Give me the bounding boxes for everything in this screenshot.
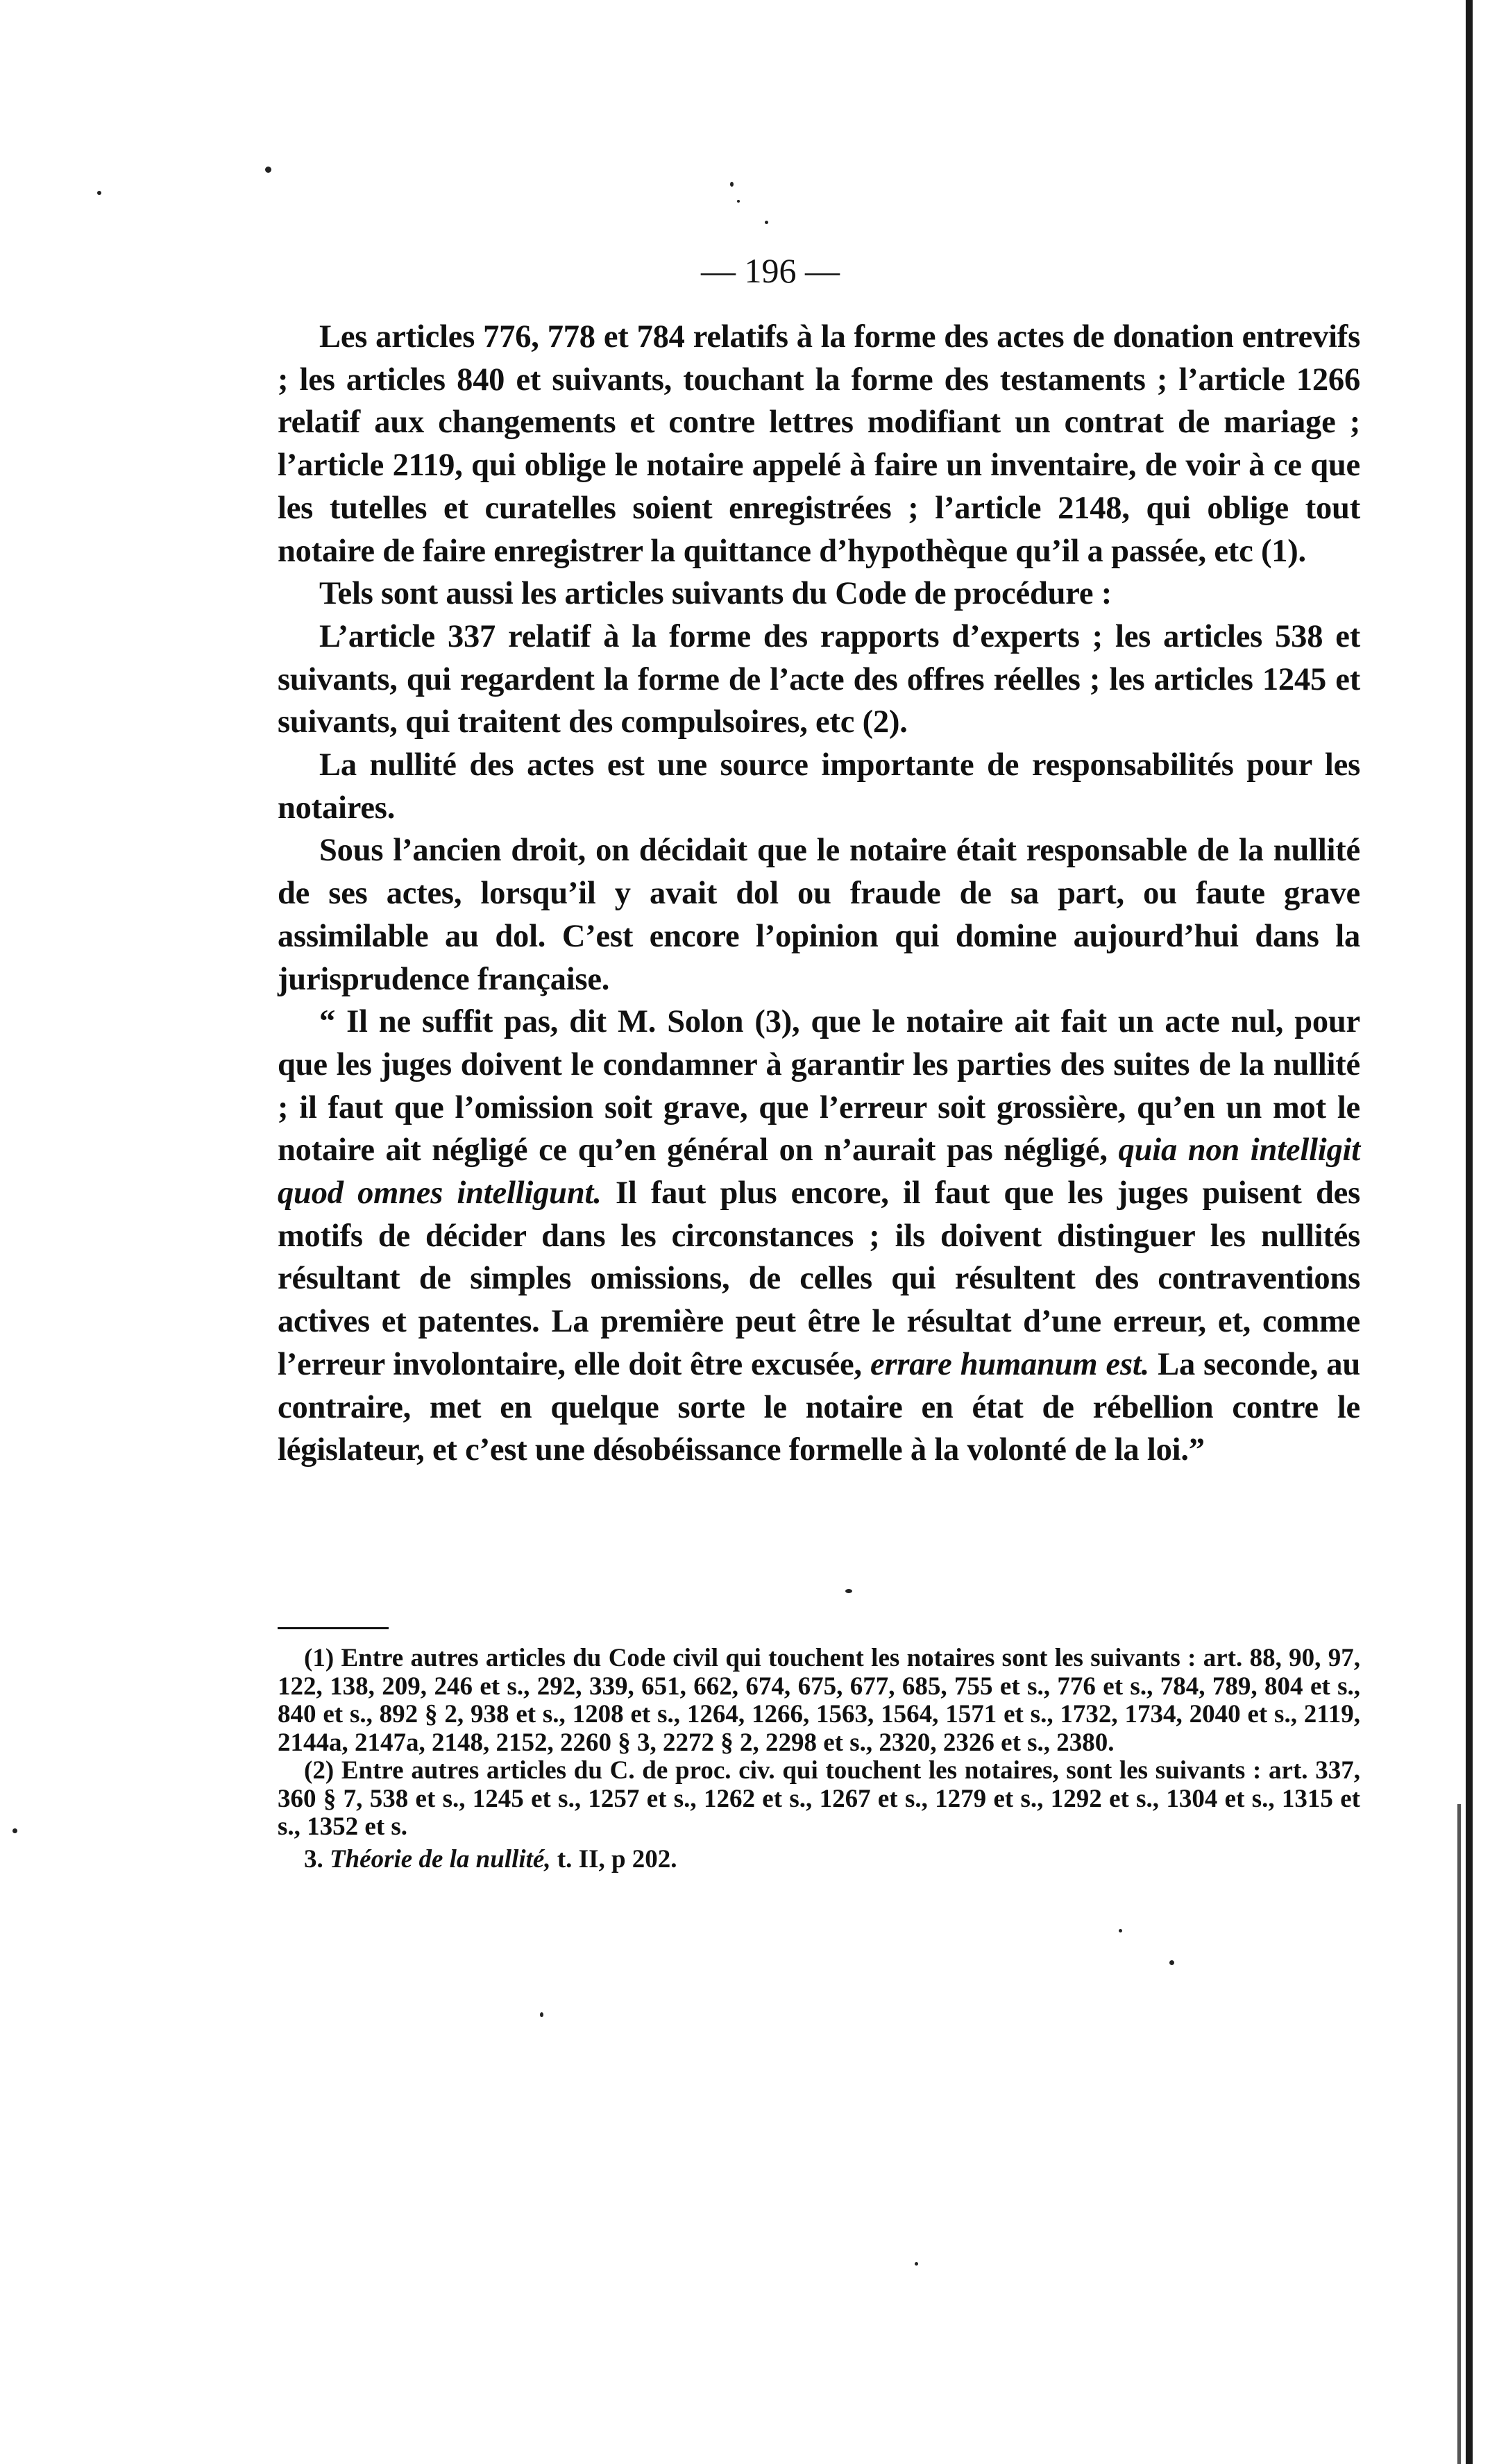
scan-speck [97,191,101,195]
footnote-3-number: 3. [304,1844,323,1874]
footnote-2: (2) Entre autres articles du C. de proc. civ. qui touchent les notaires, sont les suivants : art. 337, 360 § 7, 538 et s., 1245 et s., 1257 et s., 1262 et s., 1267 et s., 1279 et s., 1292 et s., 1304 et s., 1315 et s., 1352 et s. [278,1756,1360,1841]
scan-speck [1119,1929,1122,1932]
scan-speck [265,167,271,173]
page-number: — 196 — [701,251,840,290]
quote-part-3: La seconde, au contraire, met en quelque sorte le notaire en état de rébellion contre le législateur, et c’est une désobéissance formelle à la volonté de la loi.” [278,1346,1360,1468]
main-text [278,316,1360,1472]
quote-part-1: “ Il ne suffit pas, dit M. Solon (3), que le notaire ait fait un acte nul, pour que les juges doivent le condamner à garantir les parties des suites de la nullité ; il faut que l’omission soit grave, que l’erreur soit grossière, qu’en un mot le notaire ait négligé ce qu’en général on n’aurait pas négligé, [278,1004,1360,1169]
scan-speck [765,221,768,224]
footnote-3-title: Théorie de la nullité, [330,1844,551,1874]
paragraph-procedure-intro: Tels sont aussi les articles suivants du Code de procédure : [319,576,1112,612]
scan-speck [737,200,740,203]
footnotes [278,1645,1360,1874]
binding-edge [1466,0,1473,2464]
latin-phrase-2: errare humanum est. [870,1346,1149,1382]
scan-speck [845,1589,852,1593]
scan-speck [540,2012,543,2017]
footnote-1: (1) Entre autres articles du Code civil qui touchent les notaires sont les suivants : art. 88, 90, 97, 122, 138, 209, 246 et s., 292, 339, 651, 662, 674, 675, 677, 685, 755 et s., 776 et s., 784, 789, 804 et s., 840 et s., 892 § 2, 938 et s., 1208 et s., 1264, 1266, 1563, 1564, 1571 et s., 1732, 1734, 2040 et s., 2119, 2144a, 2147a, 2148, 2152, 2260 § 3, 2272 § 2, 2298 et s., 2320, 2326 et s., 2380. [278,1644,1360,1757]
binding-edge-shadow [1457,1804,1461,2464]
footnote-divider [278,1627,389,1629]
scan-speck [12,1828,17,1833]
paragraph-civil-code-articles: Les articles 776, 778 et 784 relatifs à la forme des actes de donation entrevifs ; les articles 840 et suivants, touchant la forme des testaments ; l’article 1266 relatif aux changements et contre lettres modifiant un contrat de mariage ; l’article 2119, qui oblige le notaire appelé à faire un inventaire, de voir à ce que les tutelles et curatelles soient enregistrées ; l’article 2148, qui oblige tout notaire de faire enregistrer la quittance d’hypothèque qu’il a passée, etc (1). [278,319,1360,569]
footnote-3 [278,1846,1360,1874]
paragraph-nullity: La nullité des actes est une source importante de responsabilités pour les notaires. [278,747,1360,826]
quote-part-2: Il faut plus encore, il faut que les juges puisent des motifs de décider dans les circonstances ; ils doivent distinguer les nullités résultant de simples omissions, de celles qui résultent des contraventions actives et patentes. La première peut être le résultat d’une erreur, et, comme l’erreur involontaire, elle doit être excusée, [278,1175,1360,1382]
paragraph-solon-quote [278,1001,1360,1472]
scan-speck [915,2262,918,2266]
scan-speck [730,182,734,187]
paragraph-ancien-droit: Sous l’ancien droit, on décidait que le notaire était responsable de la nullité de ses actes, lorsqu’il y avait dol ou fraude de sa part, ou faute grave assimilable au dol. C’est encore l’opinion qui domine aujourd’hui dans la jurisprudence française. [278,833,1360,997]
latin-phrase-1: quia non intelligit quod omnes intelligunt. [278,1132,1360,1212]
footnote-3-reference: t. II, p 202. [557,1844,677,1874]
scan-speck [1169,1960,1174,1965]
paragraph-procedure-articles: L’article 337 relatif à la forme des rapports d’experts ; les articles 538 et suivants, qui regardent la forme de l’acte des offres réelles ; les articles 1245 et suivants, qui traitent des compulsoires, etc (2). [278,618,1360,740]
